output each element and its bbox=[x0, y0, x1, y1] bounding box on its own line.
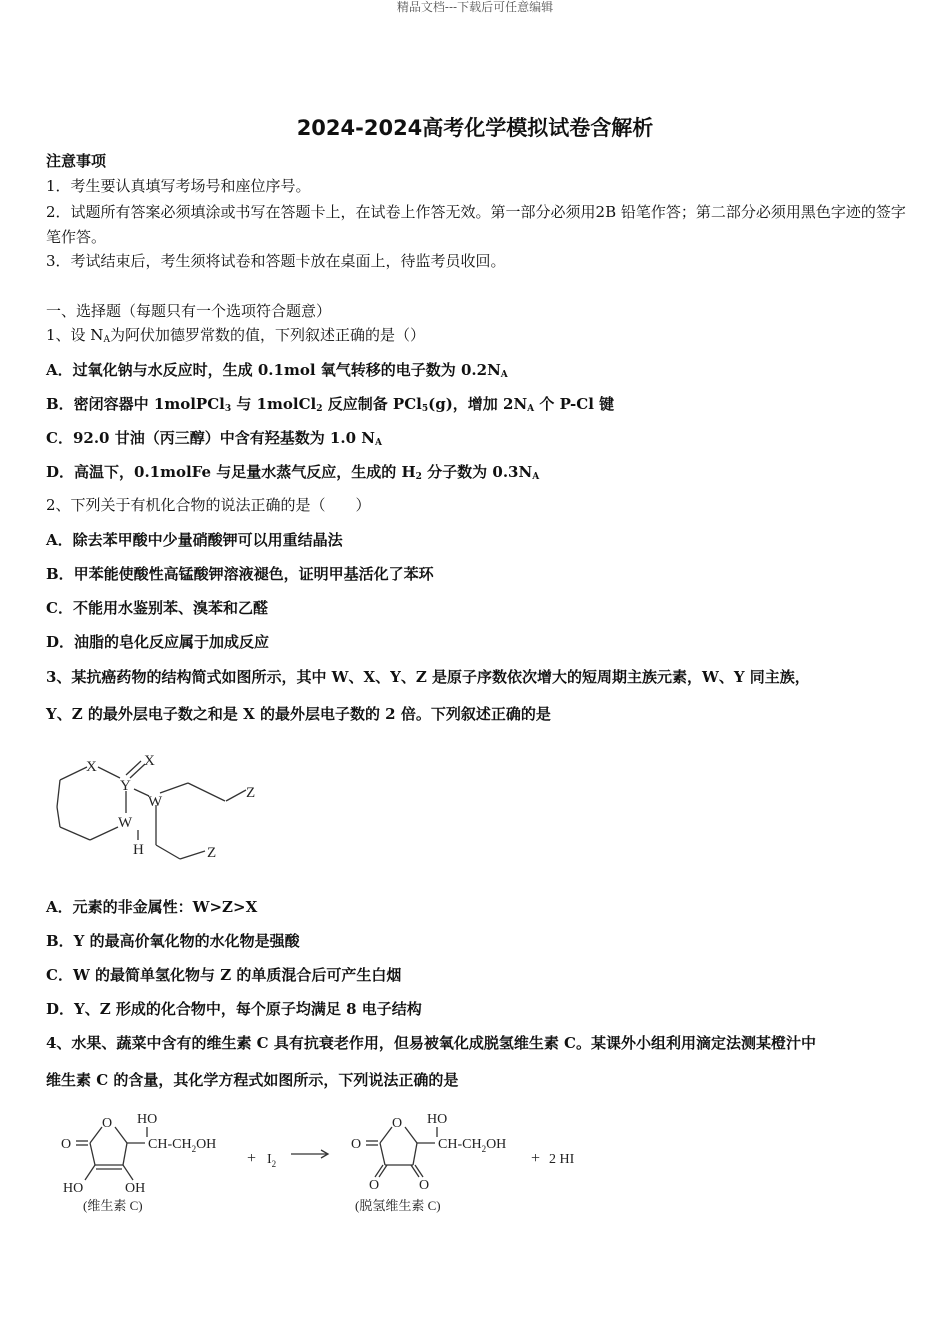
q1-option-b: B．密闭容器中 1molPCl$_3$ 与 1molCl$_2$ 反应制备 PCl$_5$(g)，增加 $2N_A$ 个 P-Cl 键 bbox=[46, 395, 615, 414]
q2-option-c: C．不能用水鉴别苯、溴苯和乙醛 bbox=[46, 599, 268, 617]
q3-option-d: D．Y、Z 形成的化合物中，每个原子均满足 8 电子结构 bbox=[46, 1000, 422, 1018]
atom-x-ring: X bbox=[86, 759, 97, 775]
q3-stem-line-2: Y、Z 的最外层电子数之和是 X 的最外层电子数的 2 倍。下列叙述正确的是 bbox=[46, 705, 551, 723]
q2-option-b: B．甲苯能使酸性高锰酸钾溶液褪色，证明甲基活化了苯环 bbox=[46, 565, 434, 583]
page-header: 精品文档---下载后可任意编辑 bbox=[396, 0, 554, 14]
vc-caption: (维生素 C) bbox=[83, 1198, 143, 1213]
dhvc-caption: (脱氢维生素 C) bbox=[355, 1198, 441, 1213]
atom-z-upper: Z bbox=[246, 785, 256, 801]
vc-oh-right: OH bbox=[125, 1181, 146, 1196]
q2-stem: 2、下列关于有机化合物的说法正确的是（ ） bbox=[46, 496, 371, 514]
atom-w-chain: W bbox=[148, 794, 163, 810]
plus-sign-1: + bbox=[247, 1150, 257, 1167]
vc-ho-left: HO bbox=[63, 1181, 84, 1196]
vc-ring-oxygen: O bbox=[102, 1116, 113, 1131]
section-heading: 一、选择题（每题只有一个选项符合题意） bbox=[46, 302, 332, 320]
q3-stem-line-1: 3、某抗癌药物的结构简式如图所示，其中 W、X、Y、Z 是原子序数依次增大的短周期主族元素，W、Y 同主族， bbox=[46, 668, 810, 686]
product-hi: 2 HI bbox=[549, 1152, 575, 1167]
q4-stem-line-1: 4、水果、蔬菜中含有的维生素 C 具有抗衰老作用，但易被氧化成脱氢维生素 C。某课外小组利用滴定法测某橙汁中 bbox=[46, 1034, 816, 1052]
q3-option-c: C．W 的最简单氢化物与 Z 的单质混合后可产生白烟 bbox=[46, 966, 402, 984]
q1-stem: 1、设 $N_A$为阿伏加德罗常数的值，下列叙述正确的是（） bbox=[46, 326, 425, 345]
q3-structure-figure bbox=[50, 745, 290, 870]
notice-item-1: 1．考生要认真填写考场号和座位序号。 bbox=[46, 177, 311, 195]
q4-stem-line-2: 维生素 C 的含量，其化学方程式如图所示，下列说法正确的是 bbox=[46, 1071, 459, 1089]
atom-w-ring: W bbox=[118, 815, 133, 831]
iodine-reagent: $I_2$ bbox=[267, 1152, 277, 1169]
atom-y: Y bbox=[120, 778, 131, 794]
q1-option-a: A．过氧化钠与水反应时，生成 0.1mol 氧气转移的电子数为 $0.2N_A$ bbox=[46, 361, 508, 380]
q1-option-c: C．92.0 甘油（丙三醇）中含有羟基数为 1.0 $N_A$ bbox=[46, 429, 382, 448]
dhvc-ho-top: HO bbox=[427, 1112, 448, 1127]
vc-ho-top: HO bbox=[137, 1112, 158, 1127]
q2-option-a: A．除去苯甲酸中少量硝酸钾可以用重结晶法 bbox=[46, 531, 343, 549]
atom-z-lower: Z bbox=[207, 845, 217, 861]
vc-keto-oxygen: O bbox=[61, 1137, 72, 1152]
atom-h: H bbox=[133, 842, 144, 858]
q2-option-d: D．油脂的皂化反应属于加成反应 bbox=[46, 633, 270, 651]
dhvc-right-oxygen: O bbox=[419, 1178, 430, 1193]
vc-side-chain: $CH-CH_2OH$ bbox=[148, 1137, 217, 1154]
notice-heading: 注意事项 bbox=[46, 152, 107, 170]
atom-x-double: X bbox=[144, 753, 155, 769]
q4-reaction-figure bbox=[55, 1105, 595, 1220]
dhvc-left-oxygen: O bbox=[369, 1178, 380, 1193]
dhvc-keto-oxygen: O bbox=[351, 1137, 362, 1152]
notice-item-3: 3．考试结束后，考生须将试卷和答题卡放在桌面上，待监考员收回。 bbox=[46, 252, 506, 270]
dhvc-ring-oxygen: O bbox=[392, 1116, 403, 1131]
notice-item-2: 2．试题所有答案必须填涂或书写在答题卡上，在试卷上作答无效。第一部分必须用2B 铅笔作答；第二部分必须用黑色字迹的签字笔作答。 bbox=[46, 203, 906, 246]
plus-sign-2: + bbox=[531, 1150, 541, 1167]
q3-option-a: A．元素的非金属性：W>Z>X bbox=[46, 898, 258, 916]
dhvc-side-chain: $CH-CH_2OH$ bbox=[438, 1137, 507, 1154]
q1-option-d: D．高温下，0.1molFe 与足量水蒸气反应，生成的 $H_2$ 分子数为 $0.3N_A$ bbox=[46, 463, 540, 482]
q3-option-b: B．Y 的最高价氧化物的水化物是强酸 bbox=[46, 932, 300, 950]
page-title: 2024-2024高考化学模拟试卷含解析 bbox=[296, 116, 654, 140]
